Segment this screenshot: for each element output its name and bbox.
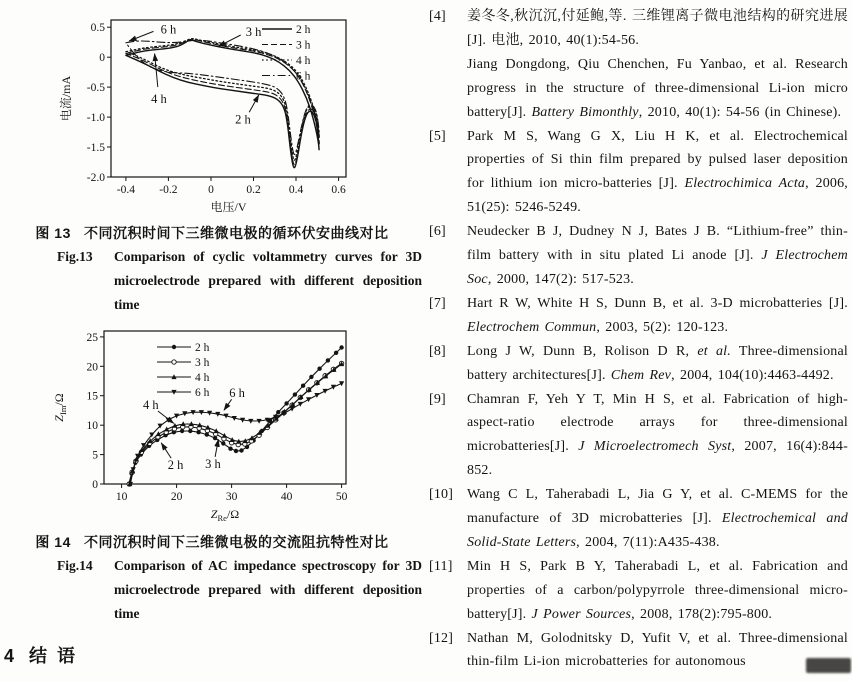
svg-text:4 h: 4 h — [151, 92, 167, 107]
svg-text:2 h: 2 h — [195, 342, 210, 354]
reference-item: [8] Long J W, Dunn B, Rolison D R, et al. Three-dimensional battery architectures[J]. Chem Rev, 2004, 104(10):4463-4492. — [429, 340, 848, 388]
svg-text:3 h: 3 h — [245, 25, 262, 39]
svg-text:6 h: 6 h — [229, 385, 245, 400]
references-list — [429, 5, 848, 674]
svg-text:0: 0 — [208, 184, 214, 196]
fig14-caption-text: Comparison of AC impedance spectroscopy for 3D microelectrode prepared with different deposition time — [114, 558, 422, 621]
svg-text:5: 5 — [92, 449, 98, 462]
svg-text:0.6: 0.6 — [331, 184, 346, 196]
svg-text:40: 40 — [280, 491, 293, 503]
svg-text:15: 15 — [86, 390, 98, 403]
svg-text:0.4: 0.4 — [288, 184, 304, 196]
svg-text:电流/mA: 电流/mA — [59, 75, 73, 122]
fig13-caption-text: Comparison of cyclic voltammetry curves for 3D microelectrode prepared with different deposition time — [114, 249, 422, 312]
reference-item: [5] Park M S, Wang G X, Liu H K, et al. Electrochemical properties of Si thin film prepared by pulsed laser deposition for lithium ion micro-batteries [J]. Electrochimica Acta, 2006, 51(25): 5246-5249. — [429, 125, 848, 221]
svg-text:ZRe/Ω: $Z_{Re}/\Omega$ — [210, 507, 240, 523]
reference-number: [10] — [429, 487, 454, 503]
svg-text:-1.0: -1.0 — [86, 112, 105, 125]
reference-item: [11] Min H S, Park B Y, Taherabadi L, et al. Fabrication and properties of a carbon/polypyrrole three-dimensional micro-battery[J]. J Power Sources, 2008, 178(2):795-800. — [429, 555, 848, 627]
svg-text:电压/V: 电压/V — [210, 200, 247, 214]
svg-text:ZIm/Ω: $Z_{Im}/\Omega$ — [52, 393, 68, 422]
svg-text:20: 20 — [170, 491, 183, 503]
watermark-smudge — [806, 658, 851, 673]
svg-text:4 h: 4 h — [296, 55, 311, 67]
svg-text:6 h: 6 h — [160, 22, 177, 37]
svg-text:4 h: 4 h — [195, 372, 210, 384]
svg-text:2 h: 2 h — [235, 112, 251, 127]
section-heading: 4 结 语 — [4, 646, 76, 666]
svg-text:-0.2: -0.2 — [159, 184, 178, 196]
reference-number: [8] — [429, 343, 446, 359]
svg-text:0: 0 — [92, 479, 98, 491]
fig13-caption-label: Fig.13 — [57, 249, 93, 264]
reference-number: [7] — [429, 295, 446, 311]
fig14-caption-en — [57, 554, 424, 626]
fig13-caption-en — [57, 245, 424, 317]
svg-text:2 h: 2 h — [167, 458, 184, 473]
svg-text:10: 10 — [115, 491, 128, 503]
fig14-caption-label: Fig.14 — [57, 558, 93, 573]
svg-text:-2.0: -2.0 — [86, 172, 105, 184]
svg-text:0: 0 — [99, 52, 105, 65]
reference-item: [7] Hart R W, White H S, Dunn B, et al. 3-D microbatteries [J]. Electrochem Commun, 2003, 5(2): 120-123. — [429, 292, 848, 340]
references-column — [429, 5, 848, 674]
svg-text:2 h: 2 h — [296, 24, 311, 36]
svg-text:20: 20 — [86, 361, 98, 374]
reference-item: [9] Chamran F, Yeh Y T, Min H S, et al. Fabrication of high-aspect-ratio electrode arrays for three-dimensional microbatteries[J]. J Microelectromech Syst, 2007, 16(4):844-852. — [429, 388, 848, 484]
svg-text:0.5: 0.5 — [90, 22, 105, 35]
reference-number: [4] — [429, 9, 446, 24]
svg-text:3 h: 3 h — [296, 39, 311, 52]
cv-curves-chart — [56, 12, 401, 216]
reference-item: [12] Nathan M, Golodnitsky D, Yufit V, et al. Three-dimensional thin-film Li-ion microbatteries for autonomous — [429, 627, 848, 675]
reference-item: [6] Neudecker B J, Dudney N J, Bates J B. “Lithium-free” thin-film battery with in situ plated Li anode [J]. J Electrochem Soc, 2000, 147(2): 517-523. — [429, 220, 848, 292]
reference-number: [5] — [429, 128, 446, 144]
svg-text:30: 30 — [225, 491, 238, 503]
reference-item: [10] Wang C L, Taherabadi L, Jia G Y, et al. C-MEMS for the manufacture of 3D microbatteries [J]. Electrochemical and Solid-State Letters, 2004, 7(11):A435-438. — [429, 483, 848, 555]
svg-text:3 h: 3 h — [195, 357, 210, 369]
svg-text:6 h: 6 h — [195, 387, 210, 399]
svg-text:25: 25 — [86, 331, 98, 344]
svg-text:50: 50 — [335, 491, 348, 503]
svg-text:-0.5: -0.5 — [86, 82, 105, 95]
fig14-caption-cn: 图 14 不同沉积时间下三维微电极的交流阻抗特性对比 — [35, 534, 389, 550]
reference-number: [12] — [429, 630, 454, 646]
left-column — [0, 0, 424, 668]
svg-text:6 h: 6 h — [296, 70, 311, 83]
svg-text:-0.4: -0.4 — [116, 184, 136, 196]
impedance-chart — [49, 321, 394, 525]
reference-item: [4] 姜冬冬,秋沉沉,付延鲍,等. 三维锂离子微电池结构的研究进展[J]. 电池, 2010, 40(1):54-56. Jiang Dongdong, Qiu Chenchen, Fu Yanbao, et al. Research progress in the structure of three-dimensional Li-ion micro battery[J]. Battery Bimonthly, 2010, 40(1): 54-56 (in Chinese). — [429, 5, 848, 125]
reference-number: [9] — [429, 391, 446, 407]
svg-text:3 h: 3 h — [205, 457, 221, 471]
svg-text:-1.5: -1.5 — [86, 142, 105, 154]
svg-text:4 h: 4 h — [142, 398, 159, 413]
reference-number: [6] — [429, 224, 446, 240]
reference-number: [11] — [429, 558, 453, 574]
fig13-caption-cn: 图 13 不同沉积时间下三维微电极的循环伏安曲线对比 — [35, 225, 389, 241]
svg-text:0.2: 0.2 — [246, 184, 261, 196]
svg-text:10: 10 — [86, 420, 98, 433]
